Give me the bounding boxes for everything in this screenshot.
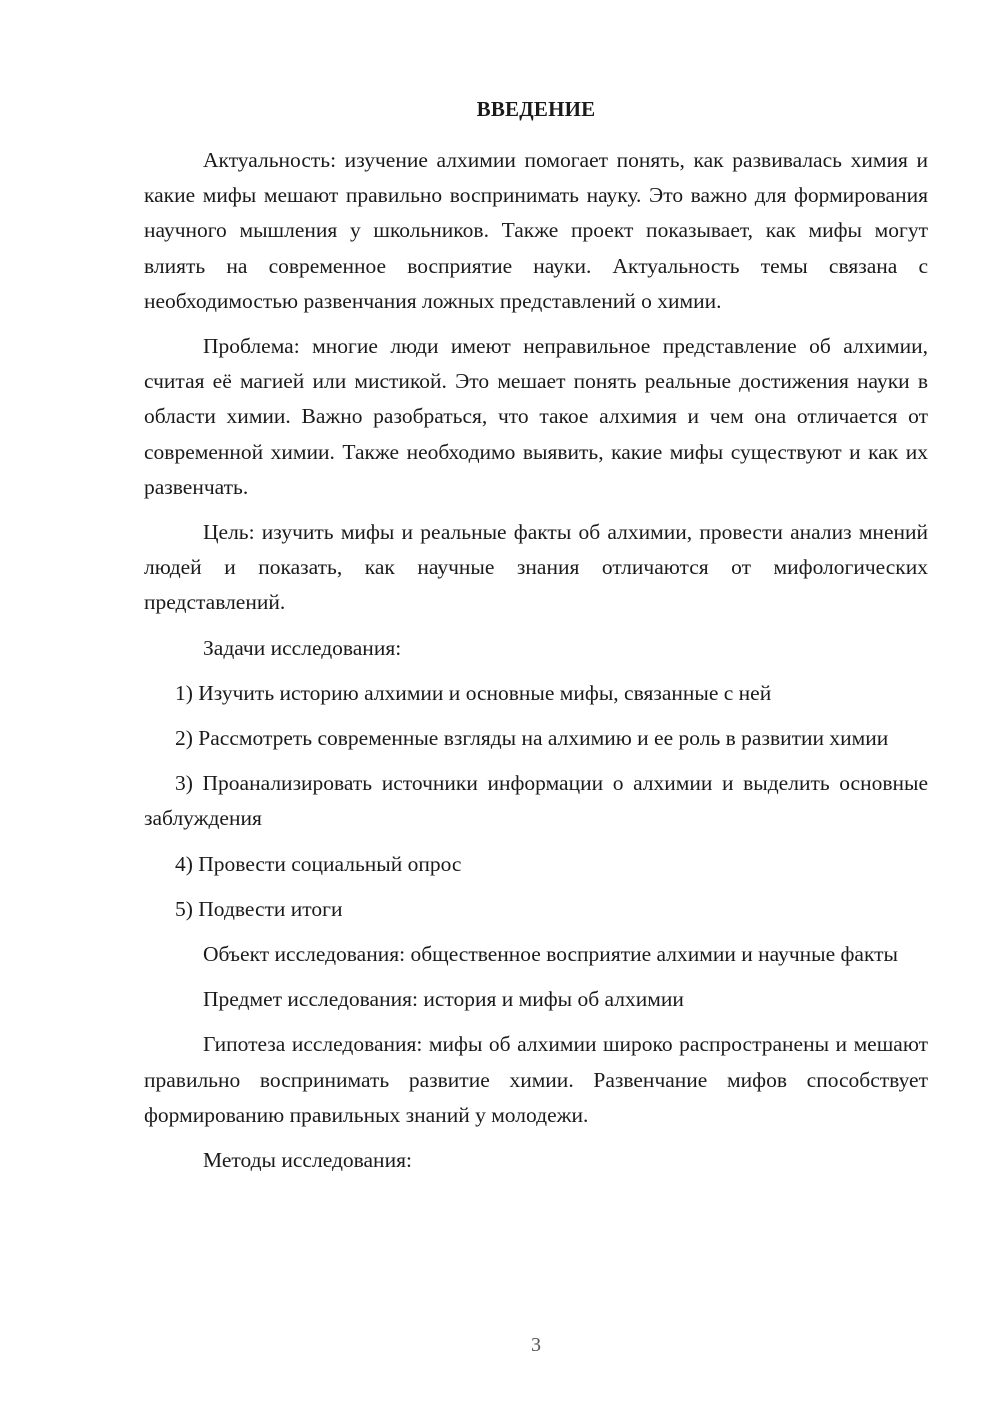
paragraph-subject: Предмет исследования: история и мифы об алхимии bbox=[203, 987, 684, 1012]
paragraph-object: Объект исследования: общественное восприятие алхимии и научные факты bbox=[203, 942, 898, 967]
paragraph-goal: Цель: изучить мифы и реальные факты об алхимии, провести анализ мнений людей и показать, как научные знания отличаются от мифологических представлений. bbox=[144, 520, 928, 615]
task-item-1: 1) Изучить историю алхимии и основные мифы, связанные с ней bbox=[175, 680, 772, 705]
task-item-2: 2) Рассмотреть современные взгляды на алхимию и ее роль в развитии химии bbox=[175, 726, 889, 751]
page-number: 3 bbox=[531, 1334, 541, 1356]
page-title: ВВЕДЕНИЕ bbox=[476, 97, 596, 121]
tasks-heading: Задачи исследования: bbox=[203, 635, 402, 660]
paragraph-hypothesis: Гипотеза исследования: мифы об алхимии широко распространены и мешают правильно воспринимать развитие химии. Развенчание мифов способствует формированию правильных знаний у молодежи. bbox=[144, 1032, 928, 1127]
task-item-5: 5) Подвести итоги bbox=[175, 896, 343, 921]
task-item-4: 4) Провести социальный опрос bbox=[175, 851, 462, 876]
paragraph-problem: Проблема: многие люди имеют неправильное представление об алхимии, считая её магией или мистикой. Это мешает понять реальные достижения науки в области химии. Важно разобраться, что такое алхимия и чем она отличается от современной химии. Также необходимо выявить, какие мифы существуют и как их развенчать. bbox=[144, 334, 928, 499]
task-item-3: 3) Проанализировать источники информации о алхимии и выделить основные заблуждения bbox=[144, 771, 928, 831]
paragraph-relevance: Актуальность: изучение алхимии помогает понять, как развивалась химия и какие мифы мешают правильно воспринимать науку. Это важно для формирования научного мышления у школьников. Также проект показывает, как мифы могут влиять на современное восприятие науки. Актуальность темы связана с необходимостью развенчания ложных представлений о химии. bbox=[144, 148, 928, 313]
methods-heading: Методы исследования: bbox=[203, 1148, 412, 1173]
document-body bbox=[144, 143, 928, 1188]
